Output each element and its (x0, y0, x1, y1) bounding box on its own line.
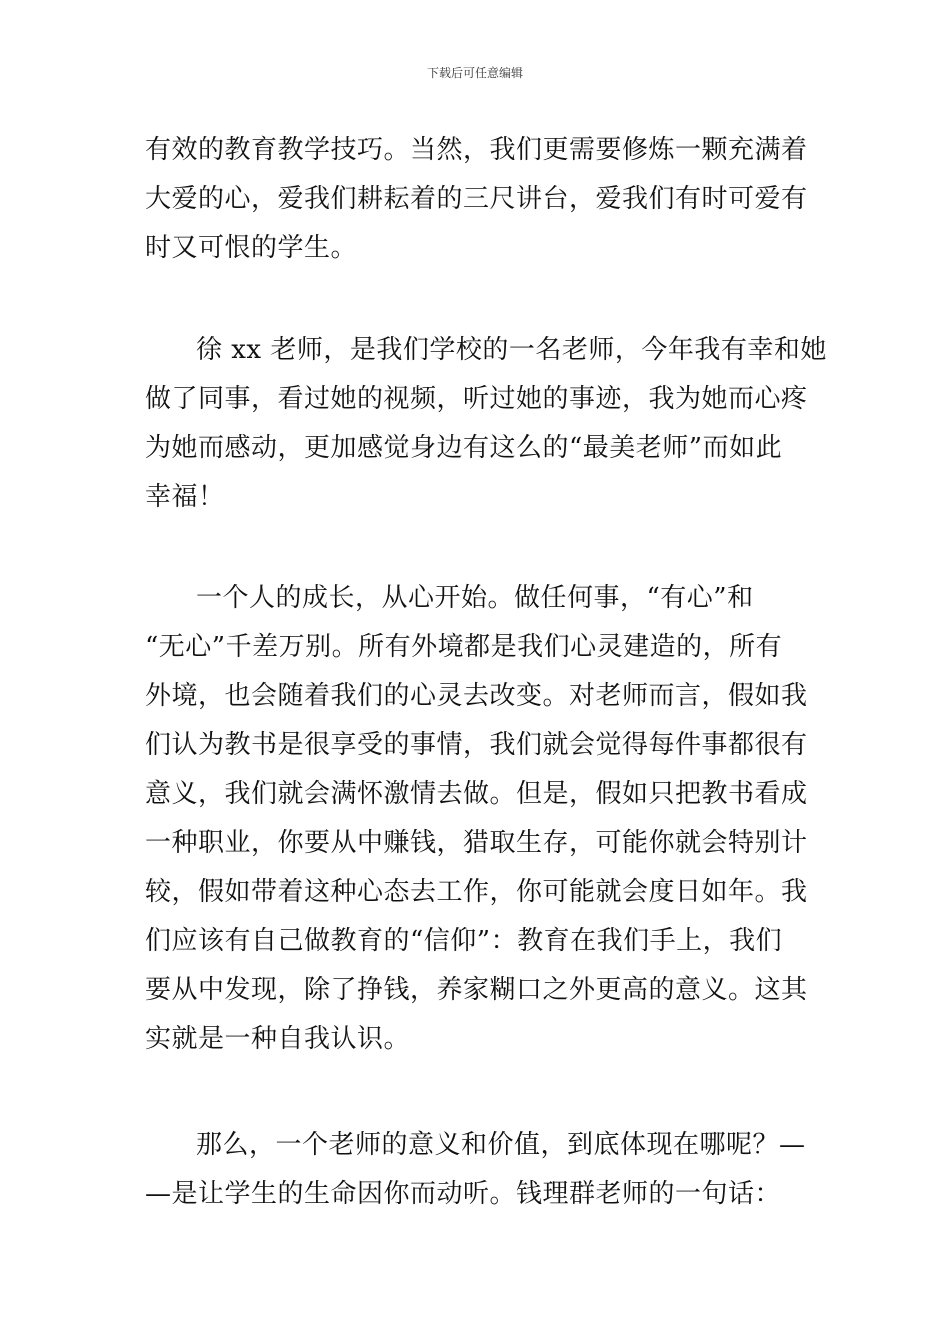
text-line: 一种职业，你要从中赚钱，猎取生存，可能你就会特别计 (145, 828, 808, 858)
text-line: 大爱的心，爱我们耕耘着的三尺讲台，爱我们有时可爱有 (145, 184, 808, 214)
text-line: 那么，一个老师的意义和价值，到底体现在哪呢？— (196, 1130, 806, 1160)
text-line: 们认为教书是很享受的事情，我们就会觉得每件事都很有 (145, 730, 808, 760)
text-line: 们应该有自己做教育的“信仰”：教育在我们手上，我们 (145, 926, 783, 956)
text-line: “无心”千差万别。所有外境都是我们心灵建造的，所有 (145, 632, 783, 662)
text-line: 徐 xx 老师，是我们学校的一名老师，今年我有幸和她 (196, 335, 827, 365)
text-line: 做了同事，看过她的视频，听过她的事迹，我为她而心疼 (145, 384, 808, 414)
text-line: —是让学生的生命因你而动听。钱理群老师的一句话： (145, 1179, 782, 1209)
text-line: 时又可恨的学生。 (145, 233, 358, 263)
text-line: 意义，我们就会满怀激情去做。但是，假如只把教书看成 (145, 779, 808, 809)
text-line: 实就是一种自我认识。 (145, 1024, 411, 1054)
text-line: 外境，也会随着我们的心灵去改变。对老师而言，假如我 (145, 681, 808, 711)
text-line: 要从中发现，除了挣钱，养家糊口之外更高的意义。这其 (145, 975, 808, 1005)
text-line: 有效的教育教学技巧。当然，我们更需要修炼一颗充满着 (145, 135, 808, 165)
page-header: 下载后可任意编辑 (426, 66, 523, 80)
text-line: 幸福！ (145, 482, 225, 512)
text-line: 一个人的成长，从心开始。做任何事，“有心”和 (196, 583, 754, 613)
text-line: 较，假如带着这种心态去工作，你可能就会度日如年。我 (145, 877, 808, 907)
text-line: 为她而感动，更加感觉身边有这么的“最美老师”而如此 (145, 433, 783, 463)
